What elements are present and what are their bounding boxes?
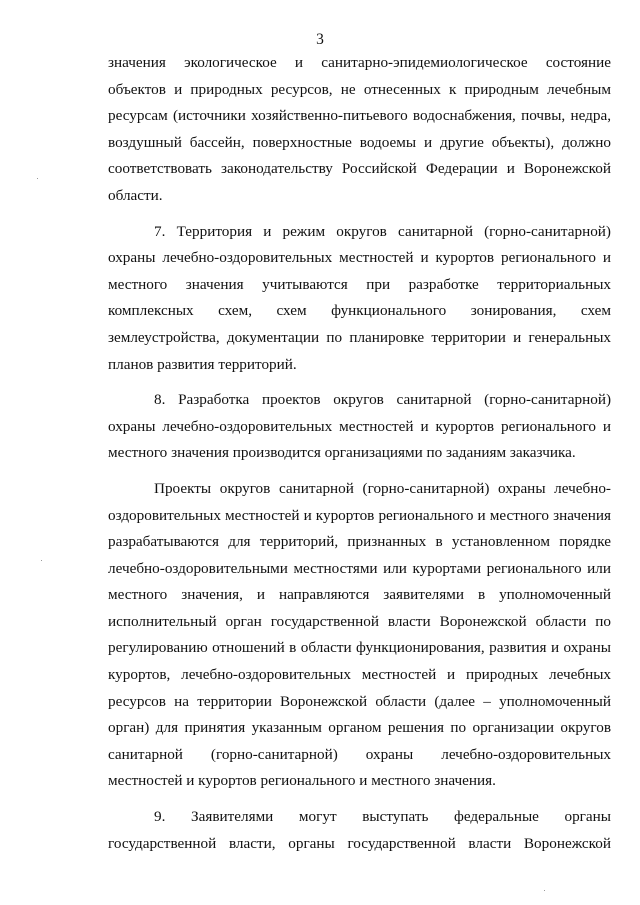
text-line: землеустройства, документации по планировке территории и генеральных xyxy=(108,328,611,346)
text-line: Проекты округов санитарной (горно-санитарной) охраны лечебно- xyxy=(154,479,611,497)
text-line: местностей и курортов регионального и местного значения. xyxy=(108,772,496,790)
text-line: местного значения учитываются при разработке территориальных xyxy=(108,275,611,293)
text-line: воздушный бассейн, поверхностные водоемы и другие объекты), должно xyxy=(108,133,611,151)
text-line: местного значения производится организациями по заданиям заказчика. xyxy=(108,444,576,462)
scan-speck xyxy=(37,178,38,179)
text-line: разрабатываются для территорий, признанных в установленном порядке xyxy=(108,533,611,551)
text-line: 9. Заявителями могут выступать федеральные органы xyxy=(154,808,611,826)
text-line: санитарной (горно-санитарной) охраны лечебно-оздоровительных xyxy=(108,745,611,763)
text-line: орган) для принятия указанным органом решения по организации округов xyxy=(108,719,611,737)
text-line: местного значения, и направляются заявителями в уполномоченный xyxy=(108,586,611,604)
paragraph-projects xyxy=(108,476,611,795)
text-line: лечебно-оздоровительными местностями или курортами регионального или xyxy=(108,559,611,577)
paragraph-item-8 xyxy=(108,387,611,467)
page-number: 3 xyxy=(316,31,324,48)
scan-speck xyxy=(544,890,545,891)
text-line: ресурсам (источники хозяйственно-питьевого водоснабжения, почвы, недра, xyxy=(108,107,611,125)
text-line: области. xyxy=(108,186,163,204)
paragraph-item-7 xyxy=(108,219,611,379)
text-line: исполнительный орган государственной власти Воронежской области по xyxy=(108,612,611,630)
text-line: планов развития территорий. xyxy=(108,355,297,373)
text-line: 8. Разработка проектов округов санитарной (горно-санитарной) xyxy=(154,391,611,409)
text-line: значения экологическое и санитарно-эпидемиологическое состояние xyxy=(108,54,611,71)
text-line: курортов, лечебно-оздоровительных местностей и природных лечебных xyxy=(108,666,611,684)
paragraph-continuation xyxy=(108,50,611,210)
text-line: 7. Территория и режим округов санитарной (горно-санитарной) xyxy=(154,222,611,240)
text-line: охраны лечебно-оздоровительных местностей и курортов регионального и xyxy=(108,417,611,435)
text-line: регулированию отношений в области функционирования, развития и охраны xyxy=(108,639,611,657)
scan-speck xyxy=(41,560,42,561)
document-body xyxy=(108,50,611,857)
text-line: оздоровительных местностей и курортов регионального и местного значения xyxy=(108,506,611,524)
text-line: охраны лечебно-оздоровительных местностей и курортов регионального и xyxy=(108,249,611,267)
text-line: объектов и природных ресурсов, не отнесенных к природным лечебным xyxy=(108,80,611,98)
paragraph-item-9 xyxy=(108,804,611,857)
text-line: ресурсов на территории Воронежской области (далее – уполномоченный xyxy=(108,692,611,710)
text-line: соответствовать законодательству Российской Федерации и Воронежской xyxy=(108,160,611,178)
text-line: комплексных схем, схем функционального зонирования, схем xyxy=(108,302,611,320)
text-line: государственной власти, органы государственной власти Воронежской xyxy=(108,834,611,852)
